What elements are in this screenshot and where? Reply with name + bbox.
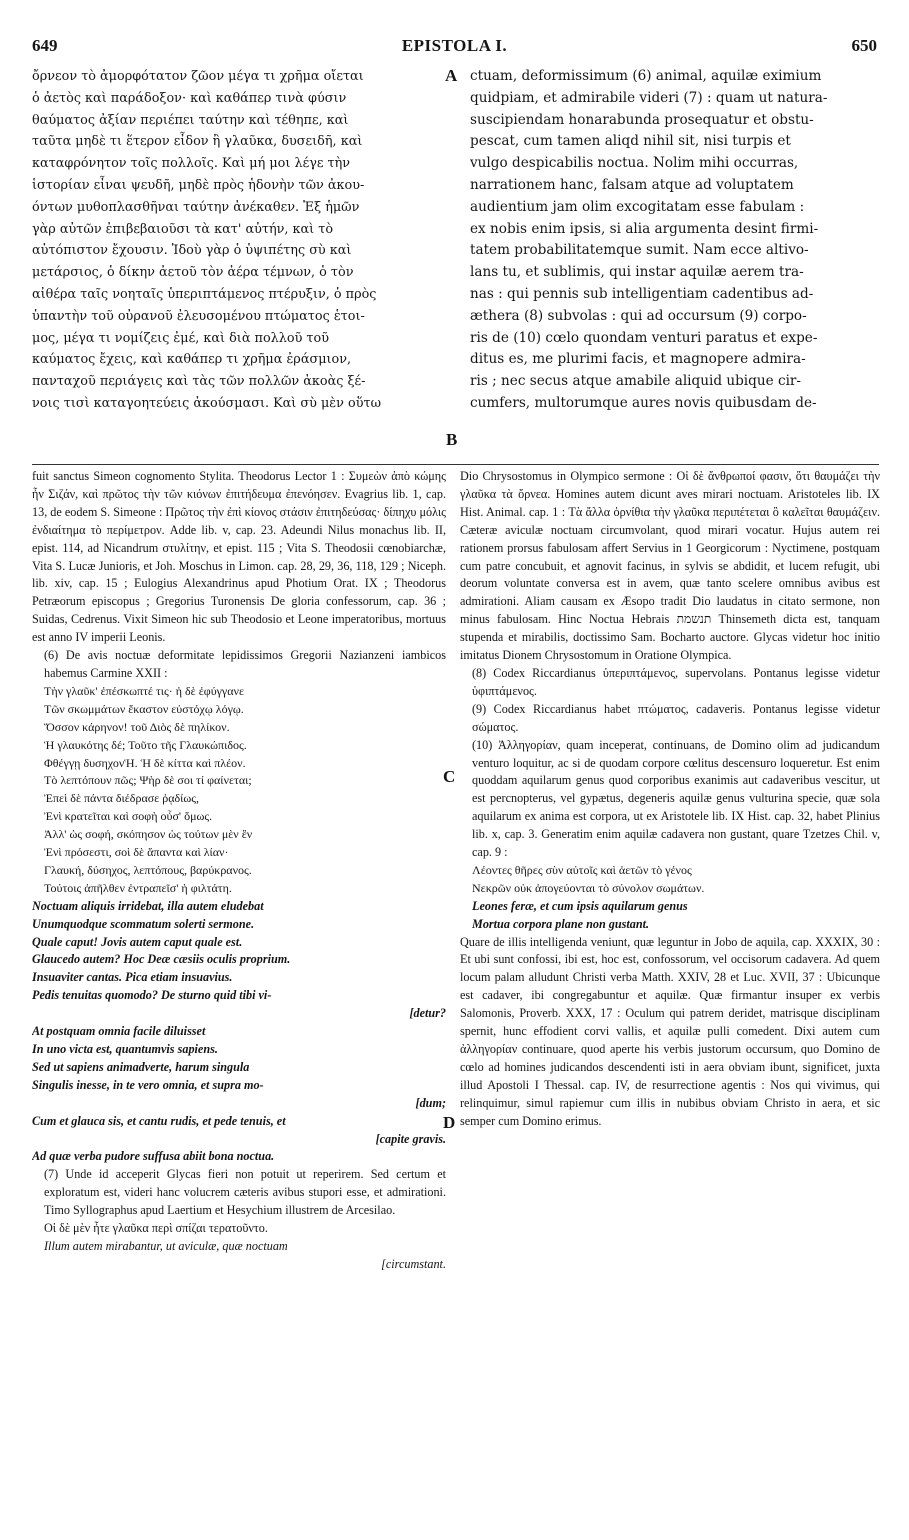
running-title: EPISTOLA I. xyxy=(401,36,508,55)
latin-verse-line: Quale caput! Jovis autem caput quale est. xyxy=(32,934,243,949)
latin-text-line: ris de (10) cœlo quondam venturi paratus et expe- xyxy=(470,329,818,346)
latin-verse-line: [dum; xyxy=(415,1095,446,1110)
footnotes-right-column xyxy=(460,468,880,1131)
latin-verse-line: At postquam omnia facile diluisset xyxy=(32,1024,206,1039)
latin-text-line: cumfers, multorumque aures novis quibusdam de- xyxy=(470,394,817,411)
latin-text-line: ris ; nec secus atque amabile aliquid ubique cir- xyxy=(470,373,802,390)
greek-verse-line: Ἐπεὶ δὲ πάντα διέδρασε ῥᾳδίως, xyxy=(44,791,200,806)
greek-verse-line: Ὅσσον κάρηνον! τοῦ Διὸς δὲ πηλίκον. xyxy=(44,719,230,734)
greek-verse-line: Φθέγγῃ δυσηχονἩ. Ἡ δὲ κίττα καὶ πλέον. xyxy=(44,755,246,770)
latin-verse-line: Sed ut sapiens animadverte, harum singula xyxy=(32,1059,250,1074)
running-header xyxy=(32,36,877,58)
greek-verse-line: Νεκρῶν οὐκ ἀπογεύονται τὸ σύνολον σωμάτων. xyxy=(472,880,705,895)
greek-text-line: ὄρνεον τὸ ἀμορφότατον ζῶον μέγα τι χρῆμα οἴεται xyxy=(32,69,364,84)
greek-text-line: θαύματος ἀξίαν περιέπει ταύτην καὶ τέθηπε, καὶ xyxy=(32,112,349,128)
latin-verse-line: Singulis inesse, in te vero omnia, et supra mo- xyxy=(32,1077,264,1092)
greek-text-column xyxy=(32,66,440,415)
latin-text-line: æthera (8) subvolas : qui ad occursum (9) corpo- xyxy=(470,307,807,324)
latin-verse-line: Pedis tenuitas quomodo? De sturno quid tibi vi- xyxy=(32,988,272,1003)
page-number-left: 649 xyxy=(32,36,58,55)
greek-verse-line: Τὴν γλαῦκ' ἐπέσκωπτέ τις· ἡ δὲ ἐφύγγανε xyxy=(44,683,244,698)
latin-verse-line: Insuaviter cantas. Pica etiam insuavius. xyxy=(32,970,233,985)
latin-verse-line: In uno victa est, quantumvis sapiens. xyxy=(32,1042,218,1056)
nazianzen-greek-poem xyxy=(32,683,446,898)
latin-verse-line: Cum et glauca sis, et cantu rudis, et pede tenuis, et xyxy=(32,1113,286,1128)
greek-verse-line: Τούτοις ἀπῆλθεν ἐντραπεῖσ' ἡ φιλτάτη. xyxy=(44,880,232,895)
footnote-continuation: Quare de illis intelligenda veniunt, quæ leguntur in Jobo de aquila, cap. XXXIX, 30 : Et ubi sunt confossi, ibi est, hoc est, confossorum, vel occisorum cadavera. Ad quem locum palam alludunt Christi verba Matth. XXIV, 28 et Luc. XVII, 37 : Ubicunque est cadaver, ibi congregabuntur et aquilæ. Quæ firmantur insuper ex verbis Salomonis, Proverb. XXX, 17 : Oculum qui patrem deridet, matrisque disciplinam spernit, hunc effodient corvi vallis, et aquilæ pulli comedent. Dixi autem cum ἀλληγορίαν continuare, quod aperte his verbis justorum occursum, quo Domino de cœlo ad homines judicandos descendenti isti in aera obviam ibunt, significet, juxta illud Apostoli I Thessal. cap. IV, de resurrectione agentis : Nos qui vivimus, qui relinquimur, simul rapiemur cum illis in nubibus obviam Christo in aera, et sic semper cum Domino erimus. xyxy=(460,934,880,1128)
timon-greek-line: Οἱ δὲ μὲν ἦτε γλαῦκα περὶ σπίζαι τερατοῦντο. xyxy=(44,1221,268,1236)
latin-text-line: narrationem hanc, falsam atque ad voluptatem xyxy=(470,176,794,193)
greek-verse-line: Γλαυκή, δύσηχος, λεπτόπους, βαρύκρανος. xyxy=(44,862,252,877)
greek-text-line: ὁ ἀετὸς καὶ παράδοξον· καὶ καθάπερ τινὰ φύσιν xyxy=(32,90,347,106)
greek-text-line: γὰρ αὐτῶν ἐπιβεβαιοῦσι τὰ κατ' αὐτήν, καὶ τὸ xyxy=(32,221,334,237)
greek-verse-line: Ἡ γλαυκότης δέ; Τοῦτο τῆς Γλαυκώπιδος. xyxy=(44,737,247,752)
footnote-7: (7) Unde id acceperit Glycas fieri non potuit ut reperirem. Sed certum et exploratum est, videri hanc volucrem cæteris avibus stupori esse, et admirationi. Timo Syllographus apud Laertium et Hesychium illustrem de Arcesilao. xyxy=(44,1167,446,1218)
tzetzes-greek-poem xyxy=(460,862,880,898)
timon-latin-line-end: [circumstant. xyxy=(381,1256,446,1271)
latin-verse-line: Leones feræ, et cum ipsis aquilarum genus xyxy=(472,898,688,913)
greek-verse-line: Λέοντες θῆρες σὺν αὐτοῖς καὶ ἀετῶν τὸ γένος xyxy=(472,862,692,877)
greek-text-line: αὐτόπιστον ἔχουσιν. Ἰδοὺ γὰρ ὁ ὑψιπέτης σὺ καὶ xyxy=(32,243,352,259)
greek-text-line: πανταχοῦ περιάγεις καὶ τὰς τῶν πολλῶν ἀκοὰς ξέ- xyxy=(32,374,366,390)
greek-text-line: μετάρσιος, ὁ δίκην ἀετοῦ τὸν ἀέρα τέμνων, ὁ τὸν xyxy=(32,265,354,281)
latin-verse-line: [detur? xyxy=(409,1006,446,1021)
latin-verse-line: [capite gravis. xyxy=(375,1131,446,1146)
latin-text-line: audientium jam olim excogitatam esse fabulam : xyxy=(470,198,805,215)
footnote-divider xyxy=(32,464,879,465)
margin-letter-d: D xyxy=(443,1113,456,1132)
footnote-dio: Dio Chrysostomus in Olympico sermone : Οἱ δὲ ἄνθρωποί φασιν, ὅτι θαυμάζει τὴν γλαῦκα τὰ ὄρνεα. Homines autem dicunt aves mirari noctuam. Aristoteles lib. IX Hist. Animal. cap. 1 : Τὰ ἄλλα ὀρνίθια τὴν γλαῦκα περιπέτεται ὃ καλεῖται θαυμάζειν. Cæteræ aviculæ noctuam circumvolant, quod mirari vocatur. Hujus autem rei rationem prorsus fabulosam affert Servius in 1 Georgicorum : Nyctimene, postquam cum patre concubuit, et agnovit facinus, in sylvis se abdidit, et lucem refugit, ubi deorum voluntate conversa est in avem, quæ tanto scelere omnibus avibus est admirationi. Aliam causam ex Æsopo tradit Dio laudatus in citato sermone, non minus fabulosam. Hinc Noctua Hebrais תנשמת Thinsemeth dicta est, tanquam stupenda et mirabilis, doctissimo Sam. Bocharto auctore. Glycas videtur hoc initio imitatus Dionem Chrysostomum in Oratione Olympica. xyxy=(460,469,880,663)
greek-text-line: νοις τισὶ καταγοητεύεις ἀκούσμασι. Καὶ σὺ μὲν οὕτω xyxy=(32,395,382,411)
greek-text-line: ἱστορίαν εἶναι ψευδῆ, μηδὲ πρὸς ἡδονὴν τῶν ἀκου- xyxy=(32,177,365,193)
latin-text-line: pescat, cum tamen aliqd nihil sit, nisi turpis et xyxy=(470,133,791,150)
latin-verse-line: Noctuam aliquis irridebat, illa autem eludebat xyxy=(32,898,264,913)
page-number-right: 650 xyxy=(851,36,877,55)
timon-latin-line: Illum autem mirabantur, ut aviculæ, quæ noctuam xyxy=(44,1238,288,1253)
latin-verse-line: Glaucedo autem? Hoc Deæ cæsiis oculis proprium. xyxy=(32,952,291,967)
latin-text-line: ctuam, deformissimum (6) animal, aquilæ eximium xyxy=(470,68,822,84)
margin-letter-c: C xyxy=(443,767,456,786)
latin-text-line: lans tu, et sublimis, qui instar aquilæ aerem tra- xyxy=(470,264,804,281)
greek-verse-line: Ἐνὶ πρόσεστι, σοὶ δὲ ἅπαντα καὶ λίαν· xyxy=(44,845,229,860)
footnote-simeon: fuit sanctus Simeon cognomento Stylita. Theodorus Lector 1 : Συμεὼν ἀπὸ κώμης ἦν Σιζάν, καὶ πρῶτος τὴν τῶν κιόνων ἐπιτήδευμα ἐπενόησεν. Evagrius lib. 1, cap. 13, de eodem S. Simeone : Πρῶτος τὴν ἐπὶ κίονος στάσιν ἐπιτηδεύσας· δίπηχυ μόλις ἐνδιαίτημα τὸ περίμετρον. Adde lib. v, cap. 23. Adeundi Nilus monachus lib. II, epist. 114, ad Nicandrum στυλίτην, et epist. 115 ; Vita S. Theodosii cœnobiarchæ, Vita S. Lucæ Junioris, et Joh. Moschus in Limon. cap. 28, 29, 36, 118, 129 ; Niceph. lib. xiv, cap. 15 ; Eulogius Alexandrinus apud Photium Orat. IX ; Theodorus Petræorum episcopus ; Gregorius Turonensis De gloria confessorum, cap. 36 ; Suidas, Cedrenus. Vixit Simeon hic sub Theodosio et Leone imperatoribus, mortuus est anno IV imperii Leonis. xyxy=(32,469,446,645)
tzetzes-latin-poem xyxy=(460,898,880,934)
margin-letter-a: A xyxy=(445,66,458,85)
greek-text-line: ταῦτα μηδὲ τι ἕτερον εἶδον ἢ γλαῦκα, δυσειδῆ, καὶ xyxy=(32,134,363,150)
latin-text-line: nas : qui pennis sub intelligentiam cadentibus ad- xyxy=(470,285,814,302)
greek-text-line: αἰθέρα ταῖς νοηταῖς ὑπεριπτάμενος πτέρυξιν, ὁ πρὸς xyxy=(32,286,377,302)
greek-text-line: καταφρόνητον τοῖς πολλοῖς. Καὶ μή μοι λέγε τὴν xyxy=(32,156,351,172)
footnote-9: (9) Codex Riccardianus habet πτώματος, cadaveris. Pontanus legisse videtur σώματος. xyxy=(472,701,880,734)
latin-text-line: suscipiendam honarabunda prosequatur et obstu- xyxy=(470,111,814,128)
latin-text-line: vulgo despicabilis noctua. Nolim mihi occurras, xyxy=(470,155,799,172)
latin-text-line: quidpiam, et admirabile videri (7) : quam ut natura- xyxy=(470,89,828,106)
latin-verse-line: Ad quæ verba pudore suffusa abiit bona noctua. xyxy=(32,1149,275,1164)
latin-text-column xyxy=(470,66,878,415)
footnote-10: (10) Ἀλληγορίαν, quam inceperat, continuans, de Domino olim ad judicandum venturo loquitur, ac si de quodam corpore cœlitus descensuro loqueretur. Est enim quoddam aquilarum genus quod corporibus exanimis aut cadaveribus vescitur, ut est percnopterus, vel gypætus, degeneris aquilæ genus vulturina specie, quæ sola aquilarum ex anima est corpora, ut ex Aristotele lib. IX Hist. cap. 32, habet Plinius lib. x, cap. 3. Generatim enim aquilæ cadavera non gustant, quare Tzetzes Chil. v, cap. 9 : xyxy=(472,737,880,860)
latin-verse-line: Mortua corpora plane non gustant. xyxy=(472,916,650,931)
greek-text-line: μος, μέγα τι νομίζεις ἐμέ, καὶ διὰ πολλοῦ τοῦ xyxy=(32,330,329,346)
greek-verse-line: Τῶν σκωμμάτων ἕκαστον εὐστόχῳ λόγῳ. xyxy=(44,701,244,716)
greek-text-line: ὑπαντὴν τοῦ οὐρανοῦ ἐλευσομένου πτώματος ἑτοι- xyxy=(32,308,365,324)
greek-text-line: καύματος ἔχεις, καὶ καθάπερ τι χρῆμα ἐράσμιον, xyxy=(32,352,352,368)
footnotes-left-column xyxy=(32,468,446,1274)
latin-verse-line: Unumquodque scommatum solerti sermone. xyxy=(32,916,255,931)
latin-text-line: ditus es, me plurimi facis, et magnopere admira- xyxy=(470,351,806,368)
nazianzen-latin-poem xyxy=(32,898,446,1167)
footnote-6: (6) De avis noctuæ deformitate lepidissimos Gregorii Nazianzeni iambicos habemus Carmine XXII : xyxy=(44,648,446,680)
greek-verse-line: Ἀλλ' ὡς σοφή, σκόπησον ὡς τούτων μὲν ἓν xyxy=(44,827,253,842)
latin-text-line: tatem probabilitatemque sumit. Nam ecce altivo- xyxy=(470,242,809,259)
margin-letter-b: B xyxy=(446,430,458,449)
latin-text-line: ex nobis enim ipsis, si alia argumenta desint firmi- xyxy=(470,220,819,237)
greek-text-line: όντων μυθοπλασθῆναι ταύτην ἀνέκαθεν. Ἐξ ἡμῶν xyxy=(32,199,360,215)
greek-verse-line: Τὸ λεπτόπουν πῶς; Ψὴρ δὲ σοι τί φαίνεται; xyxy=(44,773,252,788)
greek-verse-line: Ἐνὶ κρατεῖται καὶ σοφὴ οὖσ' ὅμως. xyxy=(44,809,213,824)
footnote-8: (8) Codex Riccardianus ὑπεριπτάμενος, supervolans. Pontanus legisse videtur ὑφιπτάμενος. xyxy=(472,665,880,698)
